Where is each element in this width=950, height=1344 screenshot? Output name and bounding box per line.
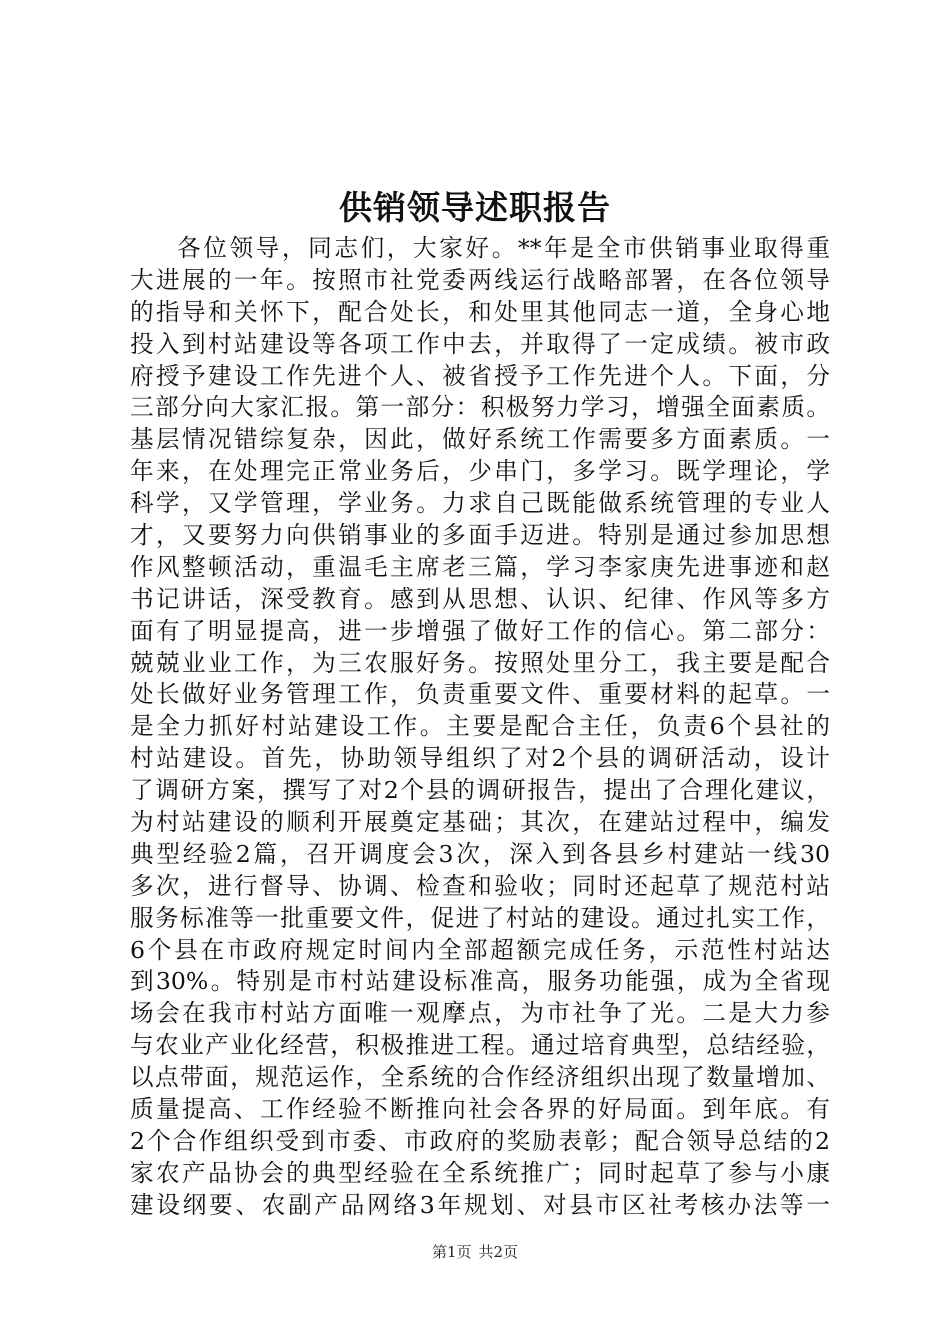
body-line: 处长做好业务管理工作，负责重要文件、重要材料的起草。一	[130, 680, 830, 709]
report-body	[130, 233, 830, 1222]
body-line: 科学，又学管理，学业务。力求自己既能做系统管理的专业人	[130, 489, 830, 518]
body-line: 多次，进行督导、协调、检查和验收；同时还起草了规范村站	[130, 871, 830, 900]
body-line: 以点带面，规范运作，全系统的合作经济组织出现了数量增加、	[130, 1063, 830, 1092]
body-line: 典型经验2篇，召开调度会3次，深入到各县乡村建站一线30	[130, 839, 830, 868]
page-number: 第1页	[431, 1243, 472, 1261]
body-line: 质量提高、工作经验不断推向社会各界的好局面。到年底。有	[130, 1095, 830, 1124]
body-line: 场会在我市村站方面唯一观摩点，为市社争了光。二是大力参	[130, 999, 830, 1028]
body-line: 年来，在处理完正常业务后，少串门，多学习。既学理论，学	[130, 457, 830, 486]
body-line: 到30%。特别是市村站建设标准高，服务功能强，成为全省现	[130, 967, 830, 996]
body-line: 是全力抓好村站建设工作。主要是配合主任，负责6个县社的	[130, 712, 830, 741]
body-line: 基层情况错综复杂，因此，做好系统工作需要多方面素质。一	[130, 425, 830, 454]
body-line: 与农业产业化经营，积极推进工程。通过培育典型，总结经验，	[130, 1031, 830, 1060]
body-line: 兢兢业业工作，为三农服好务。按照处里分工，我主要是配合	[130, 648, 830, 677]
body-line: 家农产品协会的典型经验在全系统推广；同时起草了参与小康	[130, 1158, 830, 1187]
body-line: 投入到村站建设等各项工作中去，并取得了一定成绩。被市政	[130, 329, 830, 358]
body-line: 面有了明显提高，进一步增强了做好工作的信心。第二部分：	[130, 616, 830, 645]
body-line: 6个县在市政府规定时间内全部超额完成任务，示范性村站达	[130, 935, 830, 964]
page-total: 共2页	[478, 1243, 519, 1261]
body-line: 服务标准等一批重要文件，促进了村站的建设。通过扎实工作，	[130, 903, 830, 932]
body-line: 了调研方案，撰写了对2个县的调研报告，提出了合理化建议，	[130, 776, 830, 805]
body-line: 三部分向大家汇报。第一部分：积极努力学习，增强全面素质。	[130, 393, 830, 422]
body-line: 为村站建设的顺利开展奠定基础；其次，在建站过程中，编发	[130, 808, 830, 837]
body-line: 各位领导，同志们，大家好。**年是全市供销事业取得重	[177, 234, 830, 262]
body-line: 才，又要努力向供销事业的多面手迈进。特别是通过参加思想	[130, 521, 830, 550]
body-line: 府授予建设工作先进个人、被省授予工作先进个人。下面，分	[130, 361, 830, 390]
body-line: 书记讲话，深受教育。感到从思想、认识、纪律、作风等多方	[130, 584, 830, 613]
body-line: 村站建设。首先，协助领导组织了对2个县的调研活动，设计	[130, 744, 830, 773]
body-line: 作风整顿活动，重温毛主席老三篇，学习李家庚先进事迹和赵	[130, 552, 830, 581]
body-line: 的指导和关怀下，配合处长，和处里其他同志一道，全身心地	[130, 297, 830, 326]
body-line: 大进展的一年。按照市社党委两线运行战略部署，在各位领导	[130, 265, 830, 294]
page-footer	[0, 1241, 950, 1263]
document-title: 供销领导述职报告	[339, 188, 611, 227]
body-line: 建设纲要、农副产品网络3年规划、对县市区社考核办法等一	[130, 1190, 830, 1219]
body-line: 2个合作组织受到市委、市政府的奖励表彰；配合领导总结的2	[130, 1126, 830, 1155]
